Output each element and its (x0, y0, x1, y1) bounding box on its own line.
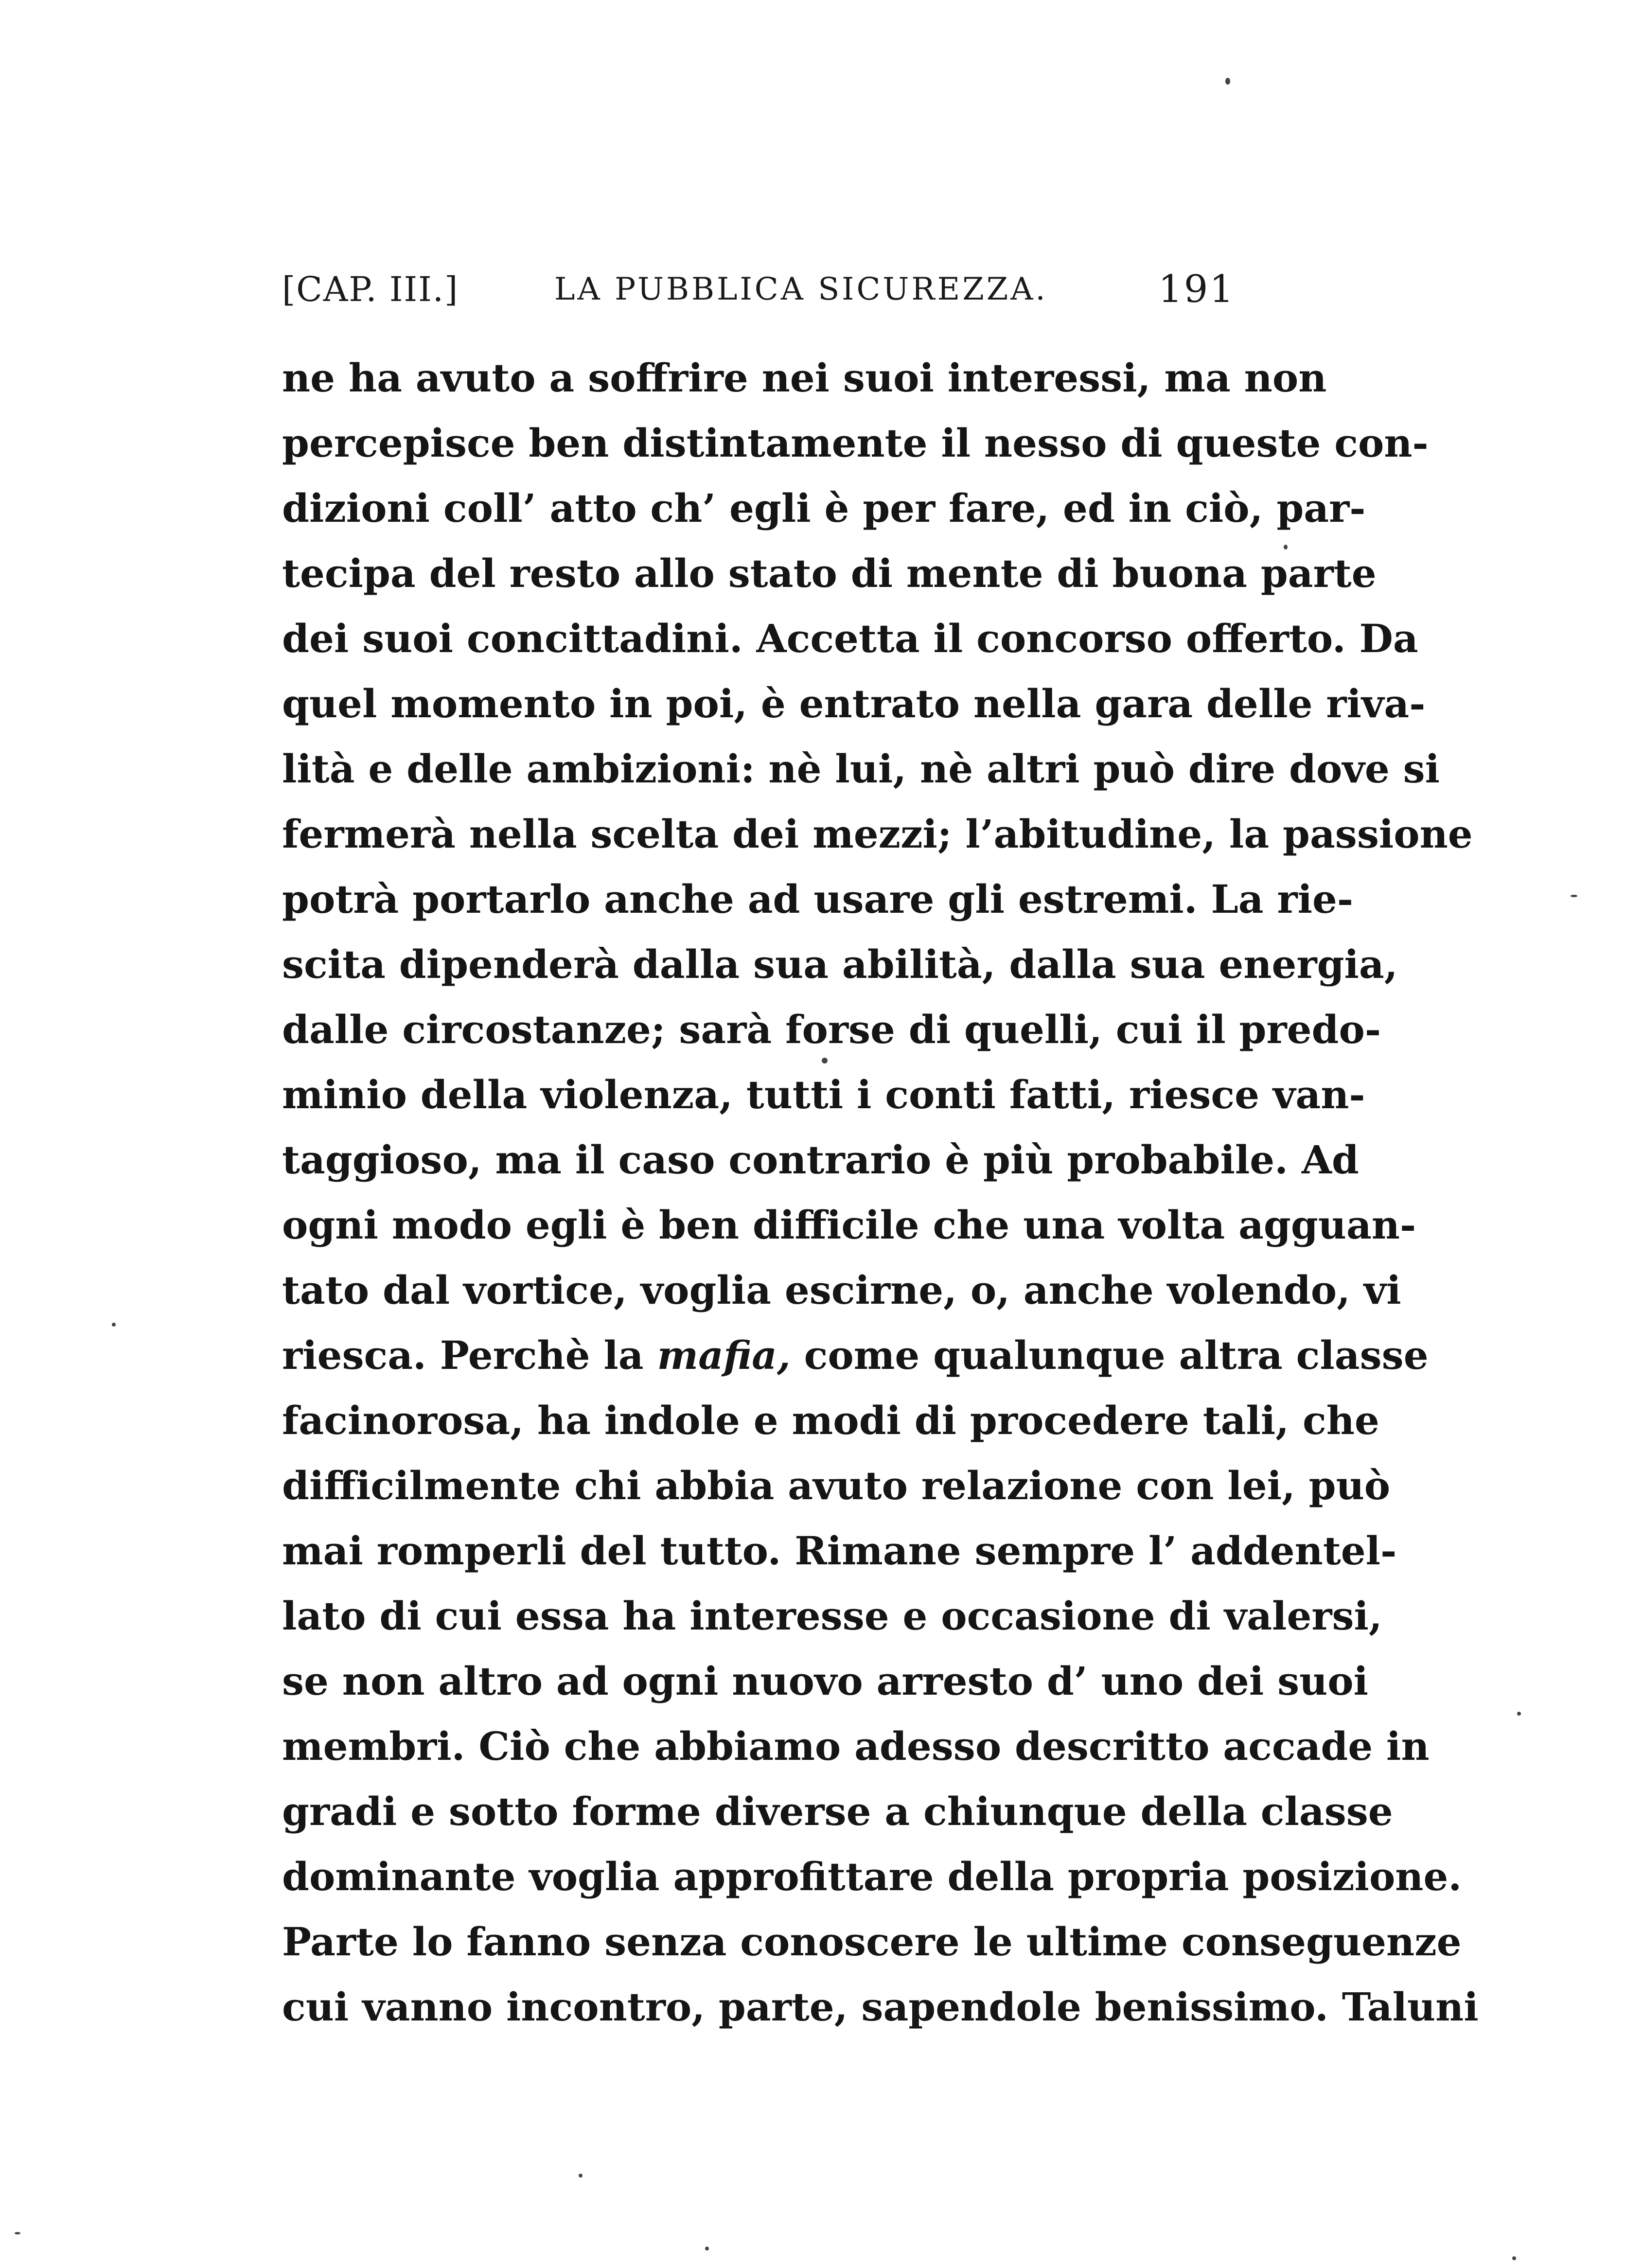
scan-speck (822, 1058, 828, 1063)
text-line: Parte lo fanno senza conoscere le ultime conseguenze (282, 1919, 1462, 1965)
text-line: ogni modo egli è ben difficile che una volta agguan- (282, 1202, 1416, 1248)
scan-speck (579, 2174, 583, 2178)
scan-speck (1571, 895, 1577, 897)
text-line: difficilmente chi abbia avuto relazione con lei, può (282, 1463, 1391, 1508)
page-number: 191 (1158, 267, 1235, 311)
running-title: LA PUBBLICA SICUREZZA. (554, 271, 1048, 307)
text-line: scita dipenderà dalla sua abilità, dalla sua energia, (282, 941, 1398, 987)
text-line: tato dal vortice, voglia escirne, o, anche volendo, vi (282, 1267, 1401, 1313)
text-line: dalle circostanze; sarà forse di quelli, cui il predo- (282, 1007, 1381, 1052)
text-line: lato di cui essa ha interesse e occasione di valersi, (282, 1593, 1382, 1639)
text-segment: come qualunque altra classe (790, 1332, 1429, 1378)
body-text (282, 345, 1479, 2039)
text-segment: riesca. Perchè la (282, 1332, 657, 1378)
text-line: cui vanno incontro, parte, sapendole benissimo. Taluni (282, 1984, 1479, 2030)
scan-speck (1284, 545, 1288, 549)
text-line: facinorosa, ha indole e modi di procedere tali, che (282, 1398, 1379, 1443)
scan-speck (1512, 2256, 1516, 2260)
scan-speck (112, 1323, 116, 1327)
chapter-label: [CAP. III.] (282, 269, 459, 309)
text-line: ne ha avuto a soffrire nei suoi interessi, ma non (282, 355, 1327, 401)
text-line: lità e delle ambizioni: nè lui, nè altri può dire dove si (282, 746, 1440, 792)
text-line: percepisce ben distintamente il nesso di queste con- (282, 420, 1429, 466)
text-line: minio della violenza, tutti i conti fatti, riesce van- (282, 1072, 1365, 1117)
text-line: dizioni coll’ atto ch’ egli è per fare, ed in ciò, par- (282, 485, 1366, 531)
text-line: dominante voglia approfittare della propria posizione. (282, 1854, 1462, 1899)
running-header (282, 263, 1235, 316)
text-line: tecipa del resto allo stato di mente di buona parte (282, 550, 1377, 596)
scan-speck (1517, 1712, 1521, 1716)
text-line: gradi e sotto forme diverse a chiunque della classe (282, 1789, 1393, 1834)
italic-term: mafia, (657, 1332, 791, 1378)
text-line-with-italic (282, 1323, 1429, 1388)
text-line: potrà portarlo anche ad usare gli estremi. La rie- (282, 876, 1354, 922)
scan-speck (15, 2232, 20, 2234)
text-line: quel momento in poi, è entrato nella gara delle riva- (282, 681, 1426, 726)
text-line: taggioso, ma il caso contrario è più probabile. Ad (282, 1137, 1359, 1183)
text-line: membri. Ciò che abbiamo adesso descritto accade in (282, 1723, 1430, 1769)
text-line: se non altro ad ogni nuovo arresto d’ uno dei suoi (282, 1658, 1369, 1704)
text-line: fermerà nella scelta dei mezzi; l’abitudine, la passione (282, 811, 1473, 857)
text-line: dei suoi concittadini. Accetta il concorso offerto. Da (282, 616, 1418, 661)
text-line: mai romperli del tutto. Rimane sempre l’ addentel- (282, 1528, 1397, 1574)
scan-speck (1225, 78, 1230, 85)
scan-speck (705, 2247, 709, 2250)
